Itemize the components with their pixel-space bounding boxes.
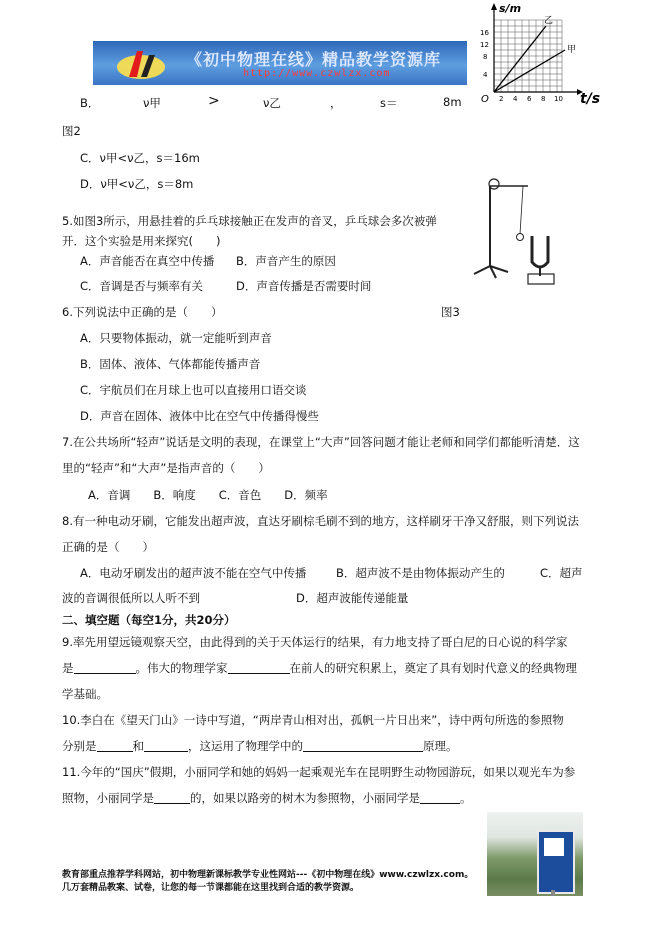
- header-banner: [93, 41, 467, 85]
- x-tick: 8: [541, 95, 546, 103]
- q6-option-d: D．声音在固体、液体中比在空气中传播得慢些: [80, 409, 319, 423]
- q9-line-1: 9.率先用望远镜观察天空，由此得到的关于天体运行的结果，有力地支持了哥白尼的日心说的科学家: [62, 635, 568, 649]
- q8-option-c-1: C．超声: [540, 566, 583, 580]
- st-graph: [477, 0, 612, 105]
- q10-line-2: 分别是 和 ，这运用了物理学中的 原理。: [62, 739, 458, 753]
- q5-option-a: A．声音能否在真空中传播: [80, 254, 215, 268]
- q9-blank-2[interactable]: [228, 661, 290, 674]
- section2-heading: 二、填空题（每空1分，共20分）: [62, 613, 236, 627]
- graph-origin: O: [481, 94, 489, 105]
- footer-line-2: 几万套精品教案、试卷，让您的每一节课都能在这里找到合适的教学资源。: [62, 883, 360, 893]
- sign-pole: [551, 890, 555, 896]
- graph-y-label: s/m: [499, 2, 522, 15]
- q9-blank-1[interactable]: [74, 661, 136, 674]
- q5-stem-1: 5.如图3所示，用悬挂着的乒乓球接触正在发声的音叉，乒乓球会多次被弹: [62, 214, 437, 228]
- fig3-apparatus: [468, 174, 568, 294]
- banner-url[interactable]: http://www.czwlzx.com: [243, 68, 391, 79]
- fig2-caption: 图2: [62, 124, 81, 138]
- y-tick: 4: [483, 71, 488, 79]
- q11-line-1: 11.今年的“国庆”假期，小丽同学和她的妈妈一起乘观光车在昆明野生动物园游玩，如果以观光车为参: [62, 765, 576, 779]
- q5-stem-2: 开．这个实验是用来探究( ): [62, 234, 221, 248]
- graph-x-label: t/s: [580, 91, 601, 105]
- graph-line-yi: 乙: [544, 16, 554, 26]
- x-tick: 6: [527, 95, 532, 103]
- q6-option-a: A．只要物体振动，就一定能听到声音: [80, 331, 272, 345]
- q8-option-a: A．电动牙刷发出的超声波不能在空气中传播: [80, 566, 307, 580]
- sign-icon: [544, 838, 564, 856]
- roadside-sign-photo: [487, 812, 583, 896]
- y-tick: 12: [480, 41, 489, 49]
- q4-option-d: D．ν甲<ν乙，s＝8m: [80, 177, 194, 191]
- q10-blank-1[interactable]: [97, 739, 133, 752]
- q7-options: A．音调 B．响度 C．音色 D．频率: [88, 488, 328, 502]
- fig3-caption: 图3: [441, 305, 460, 319]
- banner-title: 《初中物理在线》精品教学资源库: [186, 50, 442, 69]
- q8-option-b: B．超声波不是由物体振动产生的: [336, 566, 505, 580]
- q5-option-b: B．声音产生的原因: [236, 254, 336, 268]
- q9-line-3: 学基础。: [62, 687, 108, 701]
- q6-stem: 6.下列说法中正确的是（ ）: [62, 305, 223, 319]
- q11-line-2: 照物，小丽同学是 的，如果以路旁的树木为参照物，小丽同学是 。: [62, 791, 472, 805]
- x-tick: 4: [513, 95, 518, 103]
- q5-option-d: D．声音传播是否需要时间: [236, 279, 372, 293]
- road-sign: [537, 830, 575, 894]
- q11-blank-2[interactable]: [420, 791, 460, 804]
- site-logo-icon: [111, 41, 171, 85]
- q11-blank-1[interactable]: [154, 791, 190, 804]
- q6-option-c: C．宇航员们在月球上也可以直接用口语交谈: [80, 383, 307, 397]
- x-tick: 2: [499, 95, 504, 103]
- q10-line-1: 10.李白在《望天门山》一诗中写道，“两岸青山相对出，孤帆一片日出来”，诗中两句所选的参照物: [62, 713, 564, 727]
- q8-stem-1: 8.有一种电动牙刷，它能发出超声波，直达牙刷棕毛刷不到的地方，这样刷牙干净又舒服，则下列说法: [62, 514, 579, 528]
- q9-line-2: 是 。伟大的物理学家 在前人的研究积累上，奠定了具有划时代意义的经典物理: [62, 661, 577, 675]
- q7-stem-1: 7.在公共场所“轻声”说话是文明的表现，在课堂上“大声”回答问题才能让老师和同学们都能听清楚．这: [62, 435, 580, 449]
- x-tick: 10: [554, 95, 563, 103]
- q7-stem-2: 里的“轻声”和“大声”是指声音的（ ）: [62, 461, 270, 475]
- q6-option-b: B．固体、液体、气体都能传播声音: [80, 357, 261, 371]
- footer-line-1: 教育部重点推荐学科网站，初中物理新课标教学专业性网站---《初中物理在线》www.czwlzx.com。: [62, 870, 474, 880]
- q10-blank-2[interactable]: [144, 739, 188, 752]
- q8-option-c-2: 波的音调很低所以人听不到: [62, 591, 200, 605]
- q4-option-c: C．ν甲<ν乙，s＝16m: [80, 151, 200, 165]
- q5-option-c: C．音调是否与频率有关: [80, 279, 204, 293]
- q8-option-d: D．超声波能传递能量: [296, 591, 409, 605]
- y-tick: 8: [483, 53, 488, 61]
- y-tick: 16: [480, 29, 489, 37]
- q10-blank-3[interactable]: [303, 739, 423, 752]
- q8-stem-2: 正确的是（ ）: [62, 540, 154, 554]
- graph-line-jia: 甲: [567, 45, 577, 55]
